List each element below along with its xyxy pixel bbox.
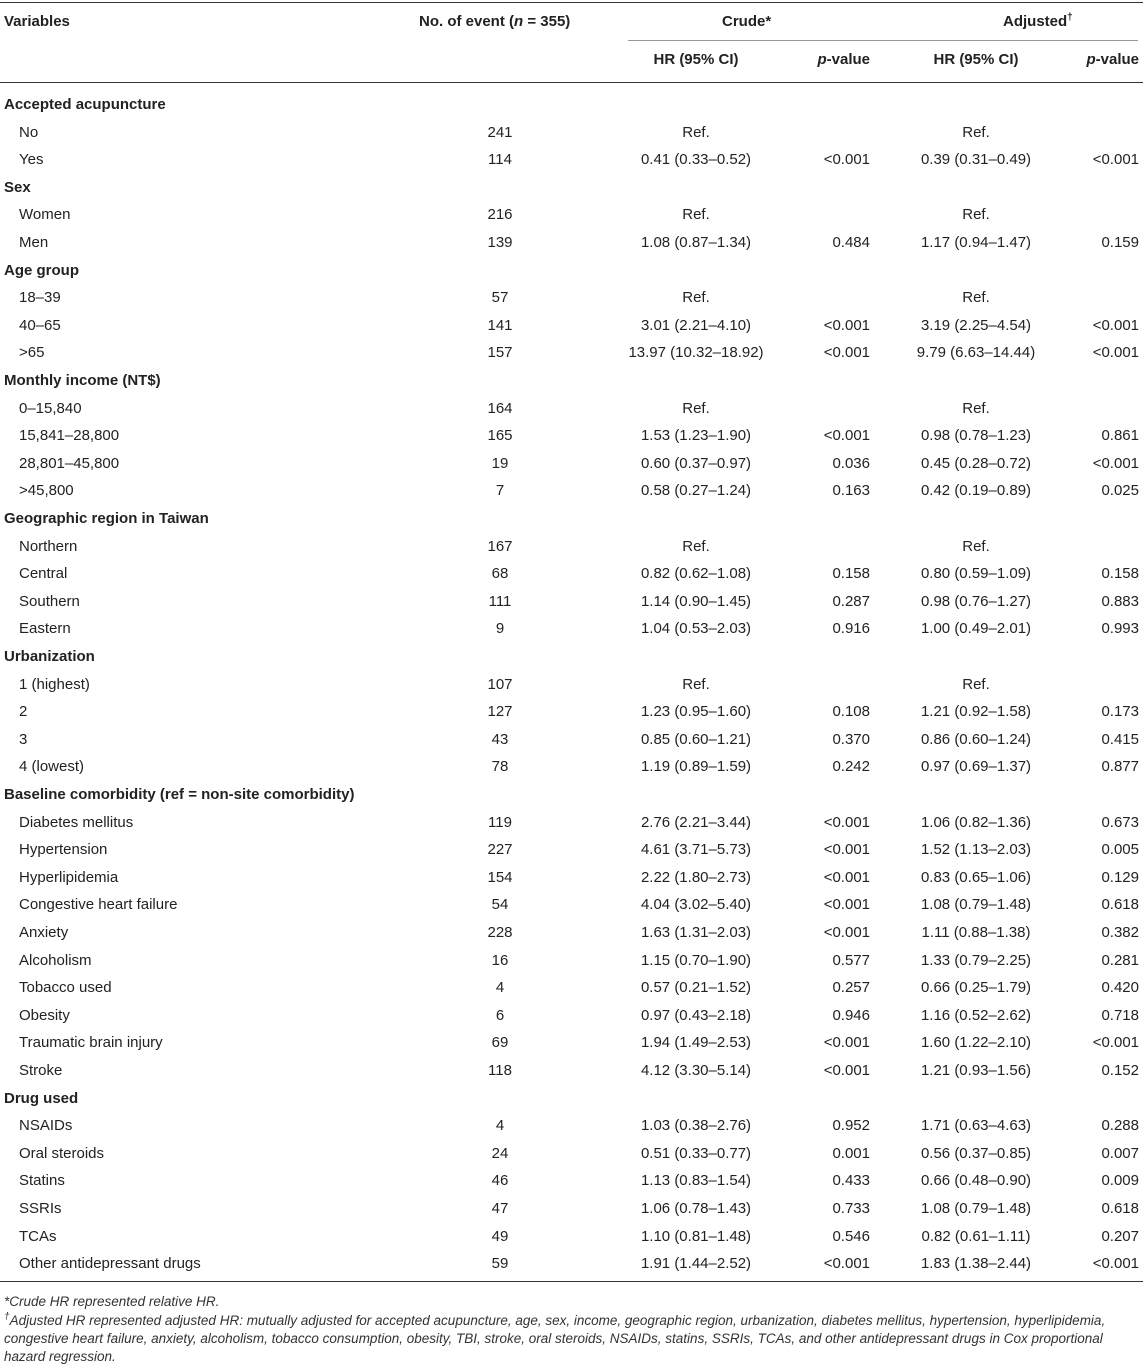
- top-rule: [0, 2, 1143, 3]
- footnote-crude: *Crude HR represented relative HR.: [4, 1293, 220, 1309]
- adjusted-hr: 0.66 (0.48–0.90): [920, 1172, 1032, 1190]
- adjusted-p-value: 0.993: [1101, 620, 1139, 638]
- adjusted-p-value: 0.007: [1101, 1144, 1139, 1162]
- row-label: Southern: [19, 592, 80, 610]
- crude-p-value: <0.001: [823, 316, 870, 334]
- adjusted-hr: 0.82 (0.61–1.11): [921, 1227, 1031, 1245]
- row-label: Tobacco used: [19, 979, 112, 997]
- crude-hr: 1.13 (0.83–1.54): [640, 1172, 752, 1190]
- crude-hr: 1.53 (1.23–1.90): [640, 427, 752, 445]
- adjusted-p-value: 0.009: [1101, 1172, 1139, 1190]
- group-label: Sex: [4, 178, 31, 196]
- header-crude-hr: HR (95% CI): [653, 51, 739, 68]
- group-label: Geographic region in Taiwan: [4, 510, 209, 527]
- event-count: 9: [495, 620, 505, 638]
- adjusted-hr: 1.83 (1.38–2.44): [920, 1255, 1032, 1273]
- adjusted-hr: 0.97 (0.69–1.37): [920, 758, 1032, 776]
- row-label: Stroke: [19, 1062, 63, 1079]
- event-count: 19: [491, 454, 509, 472]
- crude-p-value: 0.257: [832, 979, 870, 997]
- adjusted-p-value: <0.001: [1092, 344, 1139, 362]
- crude-p-value: 0.484: [832, 234, 870, 251]
- crude-hr: 1.94 (1.49–2.53): [640, 1034, 752, 1052]
- event-count: 78: [491, 758, 509, 776]
- group-label: Monthly income (NT$): [4, 372, 161, 389]
- crude-p-value: 0.546: [832, 1227, 870, 1245]
- row-label: Congestive heart failure: [19, 896, 178, 914]
- row-label: Alcoholism: [19, 951, 92, 969]
- adjusted-hr: 1.52 (1.13–2.03): [920, 841, 1032, 859]
- row-label: Traumatic brain injury: [19, 1034, 163, 1052]
- crude-p-value: <0.001: [823, 151, 870, 169]
- adjusted-p-value: 0.883: [1101, 592, 1139, 610]
- adjusted-p-value: 0.158: [1101, 565, 1139, 583]
- adjusted-hr: 1.11 (0.88–1.38): [921, 924, 1031, 941]
- row-label: 28,801–45,800: [19, 454, 120, 472]
- crude-p-value: <0.001: [823, 1062, 870, 1079]
- crude-p-value: 0.163: [832, 482, 870, 500]
- crude-hr: Ref.: [682, 289, 710, 307]
- adjusted-hr: 1.33 (0.79–2.25): [920, 951, 1032, 969]
- adjusted-p-value: <0.001: [1092, 1255, 1139, 1273]
- adjusted-p-value: 0.129: [1101, 868, 1139, 886]
- row-label: 15,841–28,800: [19, 427, 120, 445]
- event-count: 165: [487, 427, 513, 445]
- adjusted-hr: 1.00 (0.49–2.01): [920, 620, 1032, 638]
- adjusted-hr: 0.80 (0.59–1.09): [920, 565, 1032, 583]
- header-sub-rule: [628, 40, 1138, 41]
- adjusted-p-value: 0.861: [1101, 427, 1139, 445]
- crude-hr: 1.23 (0.95–1.60): [640, 703, 752, 721]
- event-count: 241: [487, 123, 513, 141]
- adjusted-p-value: 0.618: [1101, 1200, 1139, 1217]
- crude-hr: 1.63 (1.31–2.03): [640, 924, 752, 941]
- header-variables: Variables: [4, 13, 70, 30]
- event-count: 114: [488, 151, 512, 169]
- crude-p-value: 0.287: [832, 592, 870, 610]
- crude-p-value: 0.916: [832, 620, 870, 638]
- event-count: 43: [491, 730, 509, 748]
- crude-p-value: 0.242: [832, 758, 870, 776]
- adjusted-p-value: 0.152: [1101, 1062, 1139, 1079]
- crude-hr: 4.61 (3.71–5.73): [640, 841, 752, 859]
- crude-p-value: <0.001: [823, 841, 870, 859]
- adjusted-p-value: 0.173: [1101, 703, 1139, 721]
- adjusted-p-value: 0.420: [1101, 979, 1139, 997]
- event-count: 111: [488, 592, 512, 610]
- adjusted-hr: 0.45 (0.28–0.72): [920, 454, 1032, 472]
- adjusted-hr: Ref.: [962, 675, 990, 693]
- group-label: Drug used: [4, 1089, 79, 1107]
- event-count: 47: [491, 1200, 509, 1217]
- header-adjusted: Adjusted†: [1003, 12, 1073, 30]
- crude-p-value: <0.001: [823, 924, 870, 941]
- crude-p-value: 0.036: [832, 454, 870, 472]
- adjusted-p-value: 0.288: [1101, 1117, 1139, 1135]
- adjusted-hr: Ref.: [962, 123, 990, 141]
- event-count: 119: [488, 813, 512, 831]
- adjusted-p-value: 0.877: [1101, 758, 1139, 776]
- event-count: 139: [487, 234, 513, 251]
- crude-hr: 0.85 (0.60–1.21): [640, 730, 752, 748]
- row-label: TCAs: [19, 1227, 57, 1245]
- crude-hr: 1.15 (0.70–1.90): [640, 951, 752, 969]
- event-count: 68: [491, 565, 509, 583]
- row-label: Obesity: [19, 1006, 70, 1024]
- adjusted-p-value: <0.001: [1092, 454, 1139, 472]
- row-label: Yes: [19, 151, 44, 169]
- adjusted-hr: 0.39 (0.31–0.49): [920, 151, 1032, 169]
- crude-hr: 1.03 (0.38–2.76): [640, 1117, 752, 1135]
- event-count: 46: [491, 1172, 509, 1190]
- crude-hr: 0.82 (0.62–1.08): [640, 565, 752, 583]
- row-label: SSRIs: [19, 1200, 62, 1217]
- adjusted-hr: 0.56 (0.37–0.85): [920, 1144, 1032, 1162]
- adjusted-p-value: 0.207: [1101, 1227, 1139, 1245]
- crude-p-value: <0.001: [823, 868, 870, 886]
- event-count: 4: [495, 1117, 505, 1135]
- header-crude-p: p-value: [817, 51, 870, 68]
- crude-hr: 1.04 (0.53–2.03): [640, 620, 752, 638]
- event-count: 228: [487, 924, 513, 941]
- row-label: Northern: [19, 537, 78, 555]
- crude-p-value: 0.158: [832, 565, 870, 583]
- crude-p-value: <0.001: [823, 1255, 870, 1273]
- event-count: 69: [491, 1034, 509, 1052]
- crude-p-value: 0.946: [832, 1006, 870, 1024]
- crude-hr: 1.19 (0.89–1.59): [640, 758, 752, 776]
- crude-hr: Ref.: [682, 399, 710, 417]
- event-count: 54: [491, 896, 509, 914]
- crude-p-value: 0.733: [832, 1200, 870, 1217]
- group-label: Accepted acupuncture: [4, 96, 166, 113]
- event-count: 16: [491, 951, 509, 969]
- row-label: 4 (lowest): [19, 758, 85, 776]
- crude-hr: 4.04 (3.02–5.40): [640, 896, 752, 914]
- row-label: >45,800: [19, 482, 74, 500]
- adjusted-hr: 1.08 (0.79–1.48): [920, 896, 1032, 914]
- row-label: No: [19, 123, 39, 141]
- row-label: Women: [19, 206, 71, 224]
- crude-hr: 4.12 (3.30–5.14): [640, 1062, 752, 1079]
- adjusted-hr: Ref.: [962, 399, 990, 417]
- crude-hr: 2.76 (2.21–3.44): [640, 813, 752, 831]
- event-count: 167: [487, 537, 513, 555]
- row-label: Men: [19, 234, 49, 251]
- event-count: 107: [487, 675, 513, 693]
- event-count: 7: [495, 482, 505, 500]
- row-label: NSAIDs: [19, 1117, 73, 1135]
- adjusted-hr: Ref.: [962, 289, 990, 307]
- adjusted-hr: 1.16 (0.52–2.62): [920, 1006, 1032, 1024]
- header-crude: Crude*: [722, 13, 772, 30]
- crude-hr: 3.01 (2.21–4.10): [640, 316, 752, 334]
- event-count: 157: [487, 344, 513, 362]
- adjusted-hr: 3.19 (2.25–4.54): [920, 316, 1032, 334]
- event-count: 164: [487, 399, 513, 417]
- row-label: Eastern: [19, 620, 71, 638]
- row-label: 40–65: [19, 316, 61, 334]
- event-count: 227: [487, 841, 513, 859]
- crude-p-value: 0.370: [832, 730, 870, 748]
- crude-p-value: 0.108: [832, 703, 870, 721]
- row-label: Diabetes mellitus: [19, 813, 134, 831]
- event-count: 141: [487, 316, 513, 334]
- crude-p-value: <0.001: [823, 1034, 870, 1052]
- crude-p-value: <0.001: [823, 344, 870, 362]
- adjusted-p-value: 0.618: [1101, 896, 1139, 914]
- event-count: 216: [487, 206, 513, 224]
- adjusted-hr: 1.17 (0.94–1.47): [920, 234, 1032, 251]
- crude-hr: 1.14 (0.90–1.45): [640, 592, 752, 610]
- header-adjusted-hr: HR (95% CI): [933, 51, 1019, 68]
- row-label: 18–39: [19, 289, 61, 307]
- group-label: Baseline comorbidity (ref = non-site comorbidity): [4, 786, 355, 803]
- row-label: Hyperlipidemia: [19, 868, 119, 886]
- adjusted-p-value: <0.001: [1092, 316, 1139, 334]
- adjusted-hr: 0.83 (0.65–1.06): [920, 868, 1032, 886]
- row-label: Other antidepressant drugs: [19, 1255, 201, 1273]
- adjusted-hr: Ref.: [962, 206, 990, 224]
- adjusted-p-value: 0.382: [1101, 924, 1139, 941]
- crude-hr: Ref.: [682, 675, 710, 693]
- group-label: Urbanization: [4, 648, 95, 665]
- crude-hr: 2.22 (1.80–2.73): [640, 868, 752, 886]
- crude-hr: 1.91 (1.44–2.52): [640, 1255, 752, 1273]
- crude-hr: 0.51 (0.33–0.77): [640, 1144, 752, 1162]
- adjusted-hr: 0.86 (0.60–1.24): [920, 730, 1032, 748]
- crude-p-value: <0.001: [823, 896, 870, 914]
- event-count: 57: [491, 289, 509, 307]
- adjusted-hr: 1.08 (0.79–1.48): [920, 1200, 1032, 1217]
- crude-hr: 1.08 (0.87–1.34): [640, 234, 752, 251]
- crude-hr: 1.06 (0.78–1.43): [640, 1200, 752, 1217]
- crude-hr: 0.60 (0.37–0.97): [640, 454, 752, 472]
- footnote-adjusted: †Adjusted HR represented adjusted HR: mutually adjusted for accepted acupuncture, age, sex, income, geographic region, urbanization, diabetes mellitus, hypertension, hyperlipidemia, congestive heart failure, anxiety, alcoholism, tobacco consumption, obesity, TBI, stroke, oral steroids, NSAIDs, statins, SSRIs, TCAs, and other antidepressant drugs in Cox proportional hazard regression.: [4, 1311, 1106, 1364]
- crude-p-value: 0.577: [832, 951, 870, 969]
- adjusted-hr: 1.21 (0.92–1.58): [920, 703, 1032, 721]
- row-label: Oral steroids: [19, 1144, 105, 1162]
- adjusted-hr: 0.98 (0.78–1.23): [920, 427, 1032, 445]
- header-events: No. of event (n = 355): [419, 13, 571, 30]
- adjusted-hr: 9.79 (6.63–14.44): [916, 344, 1036, 362]
- adjusted-hr: 1.06 (0.82–1.36): [920, 813, 1032, 831]
- crude-p-value: 0.433: [832, 1172, 870, 1190]
- adjusted-hr: 0.66 (0.25–1.79): [920, 979, 1032, 997]
- crude-p-value: 0.001: [832, 1144, 870, 1162]
- adjusted-hr: 0.98 (0.76–1.27): [920, 592, 1032, 610]
- adjusted-hr: 1.21 (0.93–1.56): [920, 1062, 1032, 1079]
- group-label: Age group: [4, 261, 79, 279]
- adjusted-hr: 1.71 (0.63–4.63): [920, 1117, 1032, 1135]
- event-count: 6: [495, 1006, 505, 1024]
- row-label: Central: [19, 565, 68, 583]
- adjusted-hr: 1.60 (1.22–2.10): [920, 1034, 1032, 1052]
- row-label: Hypertension: [19, 841, 108, 859]
- row-label: 2: [19, 703, 28, 721]
- event-count: 4: [495, 979, 505, 997]
- crude-p-value: <0.001: [823, 427, 870, 445]
- crude-hr: Ref.: [682, 123, 710, 141]
- adjusted-p-value: 0.718: [1101, 1006, 1139, 1024]
- event-count: 154: [487, 868, 513, 886]
- header-rule: [0, 82, 1143, 83]
- adjusted-p-value: 0.673: [1101, 813, 1139, 831]
- crude-hr: Ref.: [682, 206, 710, 224]
- adjusted-p-value: 0.025: [1101, 482, 1139, 500]
- adjusted-p-value: 0.415: [1101, 730, 1139, 748]
- header-adjusted-p: p-value: [1086, 51, 1139, 68]
- adjusted-p-value: 0.159: [1101, 234, 1139, 251]
- adjusted-p-value: 0.005: [1101, 841, 1139, 859]
- crude-p-value: <0.001: [823, 813, 870, 831]
- event-count: 59: [491, 1255, 509, 1273]
- event-count: 24: [491, 1144, 509, 1162]
- event-count: 118: [488, 1062, 512, 1079]
- bottom-rule: [0, 1281, 1143, 1282]
- crude-hr: 0.57 (0.21–1.52): [640, 979, 752, 997]
- crude-p-value: 0.952: [832, 1117, 870, 1135]
- adjusted-hr: 0.42 (0.19–0.89): [920, 482, 1032, 500]
- crude-hr: 0.97 (0.43–2.18): [640, 1006, 752, 1024]
- adjusted-p-value: <0.001: [1092, 151, 1139, 169]
- crude-hr: Ref.: [682, 537, 710, 555]
- event-count: 127: [487, 703, 513, 721]
- crude-hr: 1.10 (0.81–1.48): [640, 1227, 752, 1245]
- row-label: 1 (highest): [19, 675, 90, 693]
- row-label: Anxiety: [19, 924, 69, 941]
- event-count: 49: [491, 1227, 509, 1245]
- adjusted-p-value: <0.001: [1092, 1034, 1139, 1052]
- crude-hr: 0.58 (0.27–1.24): [640, 482, 752, 500]
- crude-hr: 0.41 (0.33–0.52): [640, 151, 752, 169]
- row-label: Statins: [19, 1172, 65, 1190]
- row-label: >65: [19, 344, 45, 362]
- row-label: 3: [19, 730, 28, 748]
- crude-hr: 13.97 (10.32–18.92): [628, 344, 764, 362]
- adjusted-hr: Ref.: [962, 537, 990, 555]
- row-label: 0–15,840: [19, 399, 82, 417]
- adjusted-p-value: 0.281: [1101, 951, 1139, 969]
